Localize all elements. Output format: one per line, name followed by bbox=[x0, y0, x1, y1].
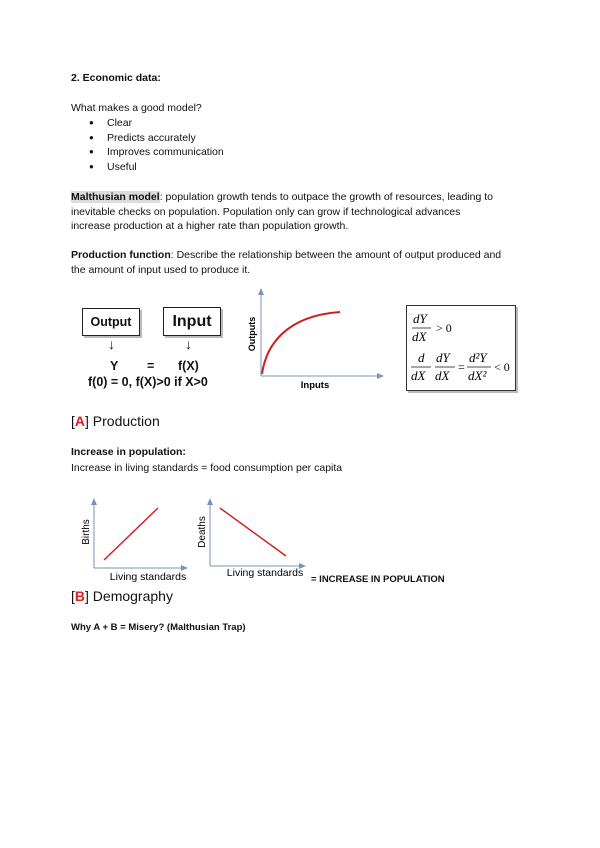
dx-denominator: dX bbox=[435, 368, 450, 383]
less-than-zero: < 0 bbox=[494, 360, 510, 374]
population-text: Increase in living standards = food consumption per capita bbox=[71, 462, 343, 474]
production-line: : Describe the relationship between the amount of output produced and bbox=[170, 249, 502, 261]
production-curve-chart bbox=[240, 286, 390, 392]
down-arrow-icon: ↓ bbox=[108, 336, 115, 352]
bullet-list bbox=[71, 116, 224, 174]
y-symbol: Y bbox=[110, 359, 119, 373]
derivative-box bbox=[406, 305, 516, 391]
caption-production bbox=[71, 413, 160, 429]
caption-text: ] Demography bbox=[85, 588, 173, 604]
deaths-chart bbox=[194, 496, 314, 586]
greater-than-zero: > 0 bbox=[436, 321, 452, 335]
bracket: [ bbox=[71, 588, 75, 604]
production-line: the amount of input used to produce it. bbox=[71, 263, 251, 276]
production-function-paragraph bbox=[71, 248, 541, 277]
dx-denominator: dX bbox=[411, 368, 426, 383]
living-standards-label: Living standards bbox=[226, 567, 304, 579]
fx-symbol: f(X) bbox=[178, 359, 199, 373]
malthus-line: : population growth tends to outpace the growth of resources, leading to bbox=[159, 191, 493, 203]
production-function-term: Production function bbox=[71, 249, 171, 261]
caption-text: ] Production bbox=[85, 413, 160, 429]
population-heading: Increase in population: bbox=[71, 446, 186, 458]
output-box: Output bbox=[82, 308, 140, 336]
caption-letter: A bbox=[74, 413, 86, 429]
bullet-item: ● Improves communication bbox=[71, 145, 224, 160]
bracket: [ bbox=[71, 413, 75, 429]
births-chart bbox=[76, 496, 196, 586]
production-condition: f(0) = 0, f(X)>0 if X>0 bbox=[88, 375, 208, 389]
x-axis-arrow-icon bbox=[377, 373, 384, 379]
dx2-denominator: dX² bbox=[468, 368, 487, 383]
d2y-numerator: d²Y bbox=[469, 350, 487, 365]
caption-letter: B bbox=[74, 588, 86, 604]
production-curve bbox=[262, 312, 340, 374]
deaths-axis-label: Deaths bbox=[197, 516, 208, 548]
bullet-item: ● Predicts accurately bbox=[71, 131, 224, 146]
malthus-term: Malthusian model bbox=[71, 191, 160, 203]
equals-symbol: = bbox=[147, 359, 155, 373]
malthus-paragraph bbox=[71, 190, 541, 234]
bullet-item: ● Clear bbox=[71, 116, 224, 131]
equals-sign: = bbox=[458, 360, 465, 374]
y-axis-arrow-icon bbox=[207, 498, 213, 505]
caption-demography bbox=[71, 588, 173, 604]
dy-numerator: dY bbox=[413, 311, 427, 326]
malthus-line: increase production at a higher rate than population growth. bbox=[71, 220, 349, 232]
malthus-line: inevitable checks on population. Population only can grow if technological advances bbox=[71, 205, 461, 218]
births-line bbox=[104, 508, 158, 560]
increase-in-population-label: = INCREASE IN POPULATION bbox=[311, 574, 445, 585]
outputs-axis-label: Outputs bbox=[247, 316, 257, 352]
d-numerator: d bbox=[418, 350, 425, 365]
final-question: Why A + B = Misery? (Malthusian Trap) bbox=[71, 622, 246, 633]
section-title: 2. Economic data: bbox=[71, 72, 161, 84]
y-axis-arrow-icon bbox=[258, 288, 264, 295]
dy-numerator: dY bbox=[436, 350, 450, 365]
input-box: Input bbox=[163, 307, 221, 336]
question-text: What makes a good model? bbox=[71, 102, 202, 114]
dx-denominator: dX bbox=[412, 329, 427, 344]
down-arrow-icon: ↓ bbox=[185, 336, 192, 352]
inputs-axis-label: Inputs bbox=[300, 380, 330, 391]
living-standards-label: Living standards bbox=[109, 571, 187, 583]
derivative-formula bbox=[407, 306, 515, 390]
bullet-item: ● Useful bbox=[71, 160, 224, 175]
births-axis-label: Births bbox=[81, 519, 92, 545]
deaths-line bbox=[220, 508, 286, 556]
y-axis-arrow-icon bbox=[91, 498, 97, 505]
